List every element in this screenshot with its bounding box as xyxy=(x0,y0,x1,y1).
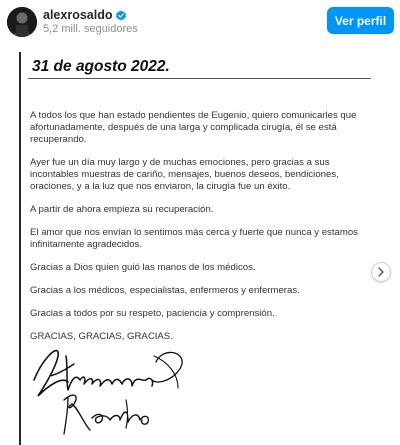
post-header xyxy=(0,0,400,46)
letter-body xyxy=(30,110,370,354)
letter-paragraph: A partir de ahora empieza su recuperación. xyxy=(30,204,214,215)
letter-paragraph: Gracias a todos por su respeto, paciencia y comprensión. xyxy=(30,308,275,319)
post-image xyxy=(0,46,400,445)
handwritten-signature xyxy=(28,338,198,438)
carousel-next-button[interactable] xyxy=(372,263,390,281)
view-profile-button[interactable]: Ver perfil xyxy=(327,7,394,34)
date-divider xyxy=(28,78,371,79)
letter-date: 31 de agosto 2022. xyxy=(32,58,170,75)
letter-border xyxy=(19,52,21,445)
letter-paragraph: Gracias a los médicos, especialistas, enfermeros y enfermeras. xyxy=(30,285,300,296)
username-row xyxy=(43,7,127,23)
letter-paragraph: GRACIAS, GRACIAS, GRACIAS. xyxy=(30,331,173,342)
avatar[interactable] xyxy=(7,7,37,37)
letter-paragraph: El amor que nos envían lo sentimos más cerca y fuerte que nunca y estamos infinitamente agradecidos. xyxy=(30,227,358,250)
chevron-right-icon xyxy=(377,267,385,277)
letter-paragraph: Gracias a Dios quien guió las manos de los médicos. xyxy=(30,262,256,273)
username-link[interactable]: alexrosaldo xyxy=(43,8,113,22)
letter-paragraph: Ayer fue un día muy largo y de muchas emociones, pero gracias a sus incontables muestras de cariño, mensajes, buenos deseos, bendiciones, oraciones, y a la luz que nos enviaron, la cirugía fue un éxito. xyxy=(30,157,339,192)
letter-paragraph: A todos los que han estado pendientes de Eugenio, quiero comunicarles que afortunadamente, después de una larga y complicada cirugía, él se está recuperando. xyxy=(30,110,357,145)
verified-badge-icon xyxy=(115,9,127,21)
follower-count: 5,2 mill. seguidores xyxy=(43,23,138,35)
